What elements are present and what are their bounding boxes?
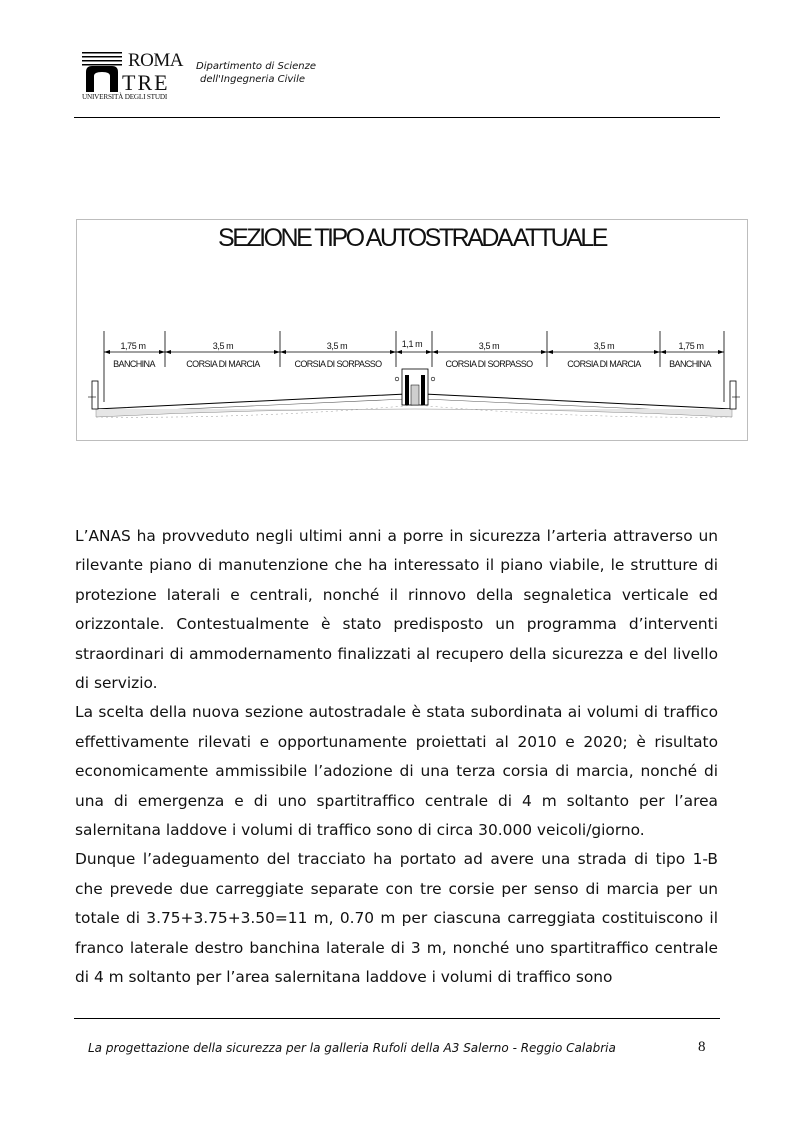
- department-line-1: Dipartimento di Scienze: [196, 61, 317, 72]
- lane-label: BANCHINA: [669, 359, 711, 369]
- footer-rule: [74, 1018, 720, 1019]
- logo-roma-text: ROMA: [128, 50, 184, 71]
- department-name: [196, 60, 316, 86]
- paragraph: La scelta della nuova sezione autostradale è stata subordinata ai volumi di traffico effettivamente rilevati e opportunamente proiettati al 2010 e 2020; è risultato economicamente ammissibile l’adozione di una terza corsia di marcia, nonché di una di emergenza e di uno spartitraffico centrale di 4 m soltanto per l’area salernitana laddove i volumi di traffico sono di circa 30.000 veicoli/giorno.: [75, 703, 718, 840]
- department-line-2: dell'Ingegneria Civile: [200, 74, 306, 85]
- footer-caption: La progettazione della sicurezza per la galleria Rufoli della A3 Salerno - Reggio Calabria: [88, 1041, 616, 1055]
- page-number: 8: [698, 1039, 706, 1055]
- lane-label: CORSIA DI SORPASSO: [445, 359, 533, 369]
- body-text: [75, 522, 718, 993]
- road-section-drawing: [76, 219, 748, 441]
- lane-label: BANCHINA: [113, 359, 155, 369]
- roma-tre-emblem-icon: [82, 52, 122, 92]
- paragraph: L’ANAS ha provveduto negli ultimi anni a porre in sicurezza l’arteria attraverso un rilevante piano di manutenzione che ha interessato il piano viabile, le strutture di protezione laterali e centrali, nonché il rinnovo della segnaletica verticale ed orizzontale. Contestualmente è stato predisposto un programma d’interventi straordinari di ammodernamento finalizzati al recupero della sicurezza e del livello di servizio.: [75, 527, 718, 693]
- header-rule: [74, 117, 720, 118]
- dimension-label: 1,75 m: [678, 341, 704, 351]
- logo-university-text: UNIVERSITÀ DEGLI STUDI: [82, 93, 168, 101]
- dimension-label: 3,5 m: [212, 341, 234, 351]
- lane-label: CORSIA DI SORPASSO: [294, 359, 382, 369]
- dimension-label: 3,5 m: [326, 341, 348, 351]
- logo-tre-text: TRE: [122, 70, 170, 95]
- dimension-label: 3,5 m: [593, 341, 615, 351]
- dimension-label: 1,1 m: [401, 339, 423, 349]
- university-logo: [82, 50, 182, 102]
- dimension-label: 3,5 m: [478, 341, 500, 351]
- paragraph: Dunque l’adeguamento del tracciato ha portato ad avere una strada di tipo 1-B che prevede due carreggiate separate con tre corsie per senso di marcia per un totale di 3.75+3.75+3.50=11 m, 0.70 m per ciascuna carreggiata costituiscono il franco laterale destro banchina laterale di 3 m, nonché uno spartitraffico centrale di 4 m soltanto per l’area salernitana laddove i volumi di traffico sono: [75, 850, 718, 987]
- lane-label: CORSIA DI MARCIA: [567, 359, 641, 369]
- dimension-label: 1,75 m: [120, 341, 146, 351]
- lane-label: CORSIA DI MARCIA: [186, 359, 260, 369]
- figure-title-text: SEZIONE TIPO AUTOSTRADA ATTUALE: [218, 224, 606, 252]
